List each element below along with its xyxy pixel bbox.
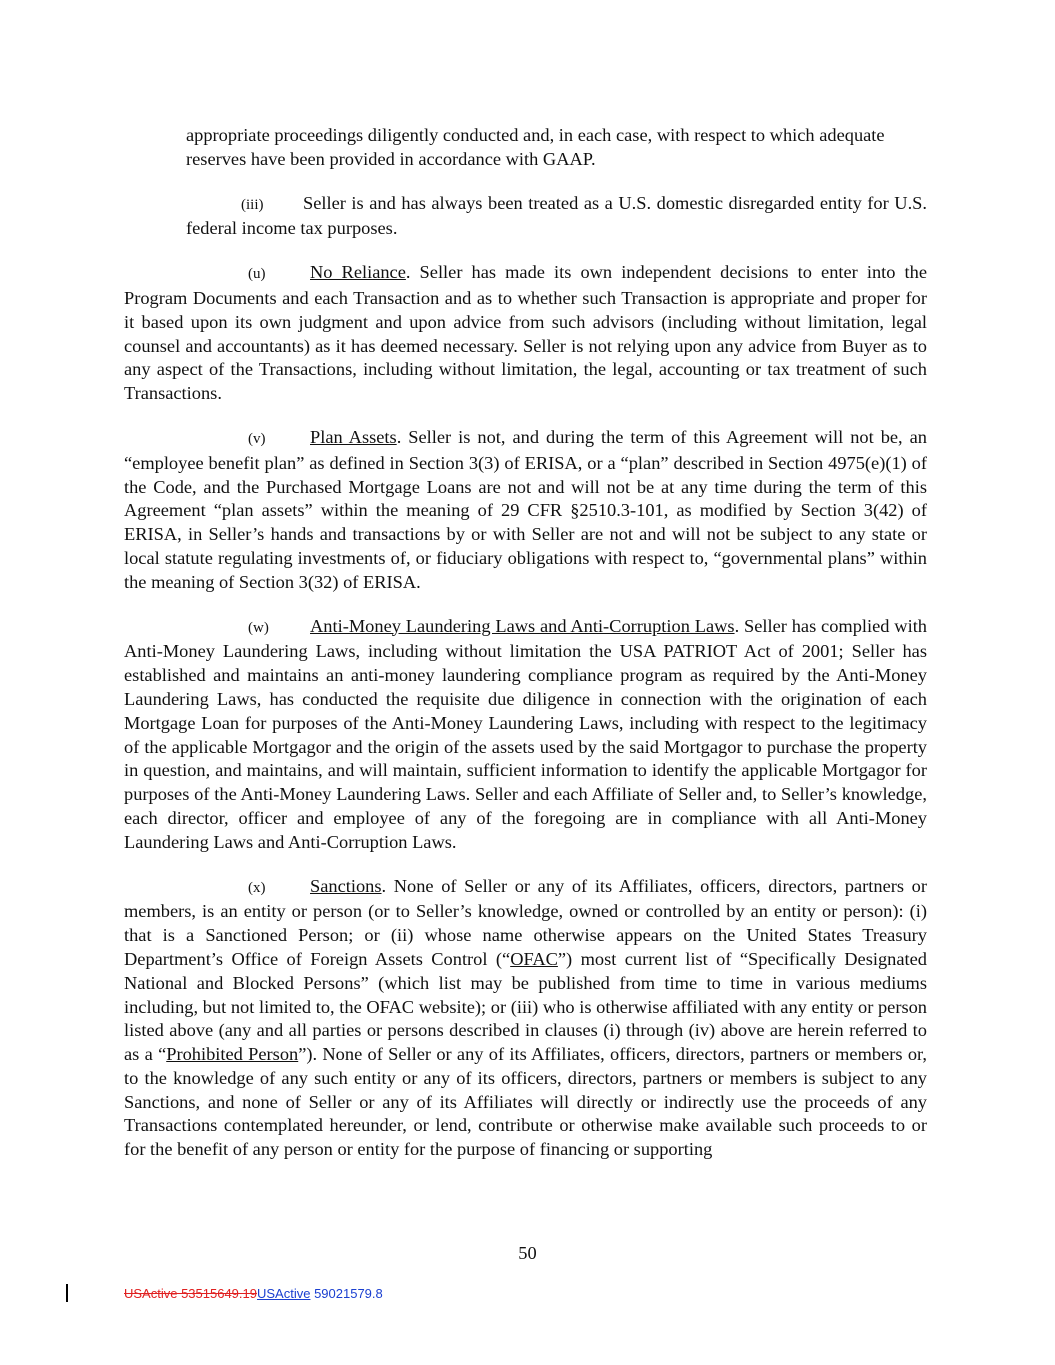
paragraph-intro xyxy=(186,124,927,172)
heading-sanctions: Sanctions xyxy=(310,875,382,896)
paragraph-x-text-2: ”) most current list of “Specifically Designated National and Blocked Persons” (which list may be published from time to time in various mediums including, but not limited to, the OFAC website); or (iii) who is otherwise affiliated with any entity or person listed above (any and all parties or persons described in clauses (i) through (iv) above are herein referred to as a “ xyxy=(124,948,927,1065)
paragraph-iii-text: Seller is and has always been treated as a U.S. domestic disregarded entity for U.S. federal income tax purposes. xyxy=(186,192,927,239)
change-bar xyxy=(66,1284,68,1302)
footer-doc-id xyxy=(124,1286,383,1301)
footer-deleted-id: USActive 53515649.19 xyxy=(124,1286,257,1301)
paragraph-v-text: . Seller is not, and during the term of this Agreement will not be, an “employee benefit plan” as defined in Section 3(3) of ERISA, or a “plan” described in Section 4975(e)(1) of the Code, and the Purchased Mortgage Loans are not and will not be at any time during the term of this Agreement “plan assets” within the meaning of 29 CFR §2510.3-101, as modified by Section 3(42) of ERISA, in Seller’s hands and transactions by or with Seller are not and will not be subject to any state or local statute regulating investments of, or fiduciary obligations with respect to, “governmental plans” within the meaning of Section 3(32) of ERISA. xyxy=(124,426,927,592)
clause-label-iii: (iii) xyxy=(241,196,264,213)
heading-no-reliance: No Reliance xyxy=(310,262,406,283)
footer-inserted-id: 59021579.8 xyxy=(310,1286,383,1301)
paragraph-x-text-1: . None of Seller or any of its Affiliates, officers, directors, partners or members, is an entity or person (or to Seller’s knowledge, owned or controlled by an entity or person): (i) that is a Sanctioned Person; or (ii) whose name otherwise appears on the United States Treasury Department’s Office of Foreign Assets Control (“ xyxy=(124,875,927,969)
clause-label-x: (x) xyxy=(248,879,266,896)
heading-plan-assets: Plan Assets xyxy=(310,426,397,447)
clause-label-w: (w) xyxy=(248,619,269,636)
paragraph-w xyxy=(124,615,927,855)
heading-anti-money-laundering: Anti-Money Laundering Laws and Anti-Corruption Laws xyxy=(310,615,735,636)
paragraph-v xyxy=(124,426,927,595)
paragraph-x xyxy=(124,875,927,1163)
defined-term-prohibited-person: Prohibited Person xyxy=(166,1044,299,1065)
defined-term-ofac: OFAC xyxy=(510,948,558,969)
page-number: 50 xyxy=(518,1243,537,1263)
paragraph-intro-text: appropriate proceedings diligently conducted and, in each case, with respect to which adequate reserves have been provided in accordance with GAAP. xyxy=(186,125,885,169)
paragraph-x-text-3: ”). None of Seller or any of its Affiliates, officers, directors, partners or members or, to the knowledge of any such entity or any of its officers, directors, partners or members is subject to any Sanctions, and none of Seller or any of its Affiliates will directly or indirectly use the proceeds of any Transactions contemplated hereunder, or lend, contribute or otherwise make available such proceeds to or for the benefit of any person or entity for the purpose of financing or supporting xyxy=(124,1044,927,1160)
paragraph-u xyxy=(124,261,927,406)
footer-inserted-link[interactable]: USActive xyxy=(256,1286,311,1301)
clause-label-u: (u) xyxy=(248,266,266,283)
paragraph-w-text: . Seller has complied with Anti-Money Laundering Laws, including without limitation the USA PATRIOT Act of 2001; Seller has established and maintains an anti-money laundering compliance program as required by the Anti-Money Laundering Laws, has conducted the requisite due diligence in connection with the origination of each Mortgage Loan for purposes of the Anti-Money Laundering Laws, including with respect to the legitimacy of the applicable Mortgagor and the origin of the assets used by the said Mortgagor to purchase the property in question, and maintains, and will maintain, sufficient information to identify the applicable Mortgagor for purposes of the Anti-Money Laundering Laws. Seller and each Affiliate of Seller and, to Seller’s knowledge, each director, officer and employee of any of the foregoing are in compliance with all Anti-Money Laundering Laws and Anti-Corruption Laws. xyxy=(124,615,928,852)
paragraph-iii xyxy=(186,192,927,242)
paragraph-u-text: . Seller has made its own independent decisions to enter into the Program Documents and each Transaction and as to whether such Transaction is appropriate and proper for it based upon its own judgment and upon advice from such advisors (including without limitation, legal counsel and accountants) as it has deemed necessary. Seller is not relying upon any advice from Buyer as to any aspect of the Transactions, including without limitation, the legal, accounting or tax treatment of such Transactions. xyxy=(124,262,928,404)
clause-label-v: (v) xyxy=(248,430,266,447)
document-body xyxy=(124,124,927,1182)
